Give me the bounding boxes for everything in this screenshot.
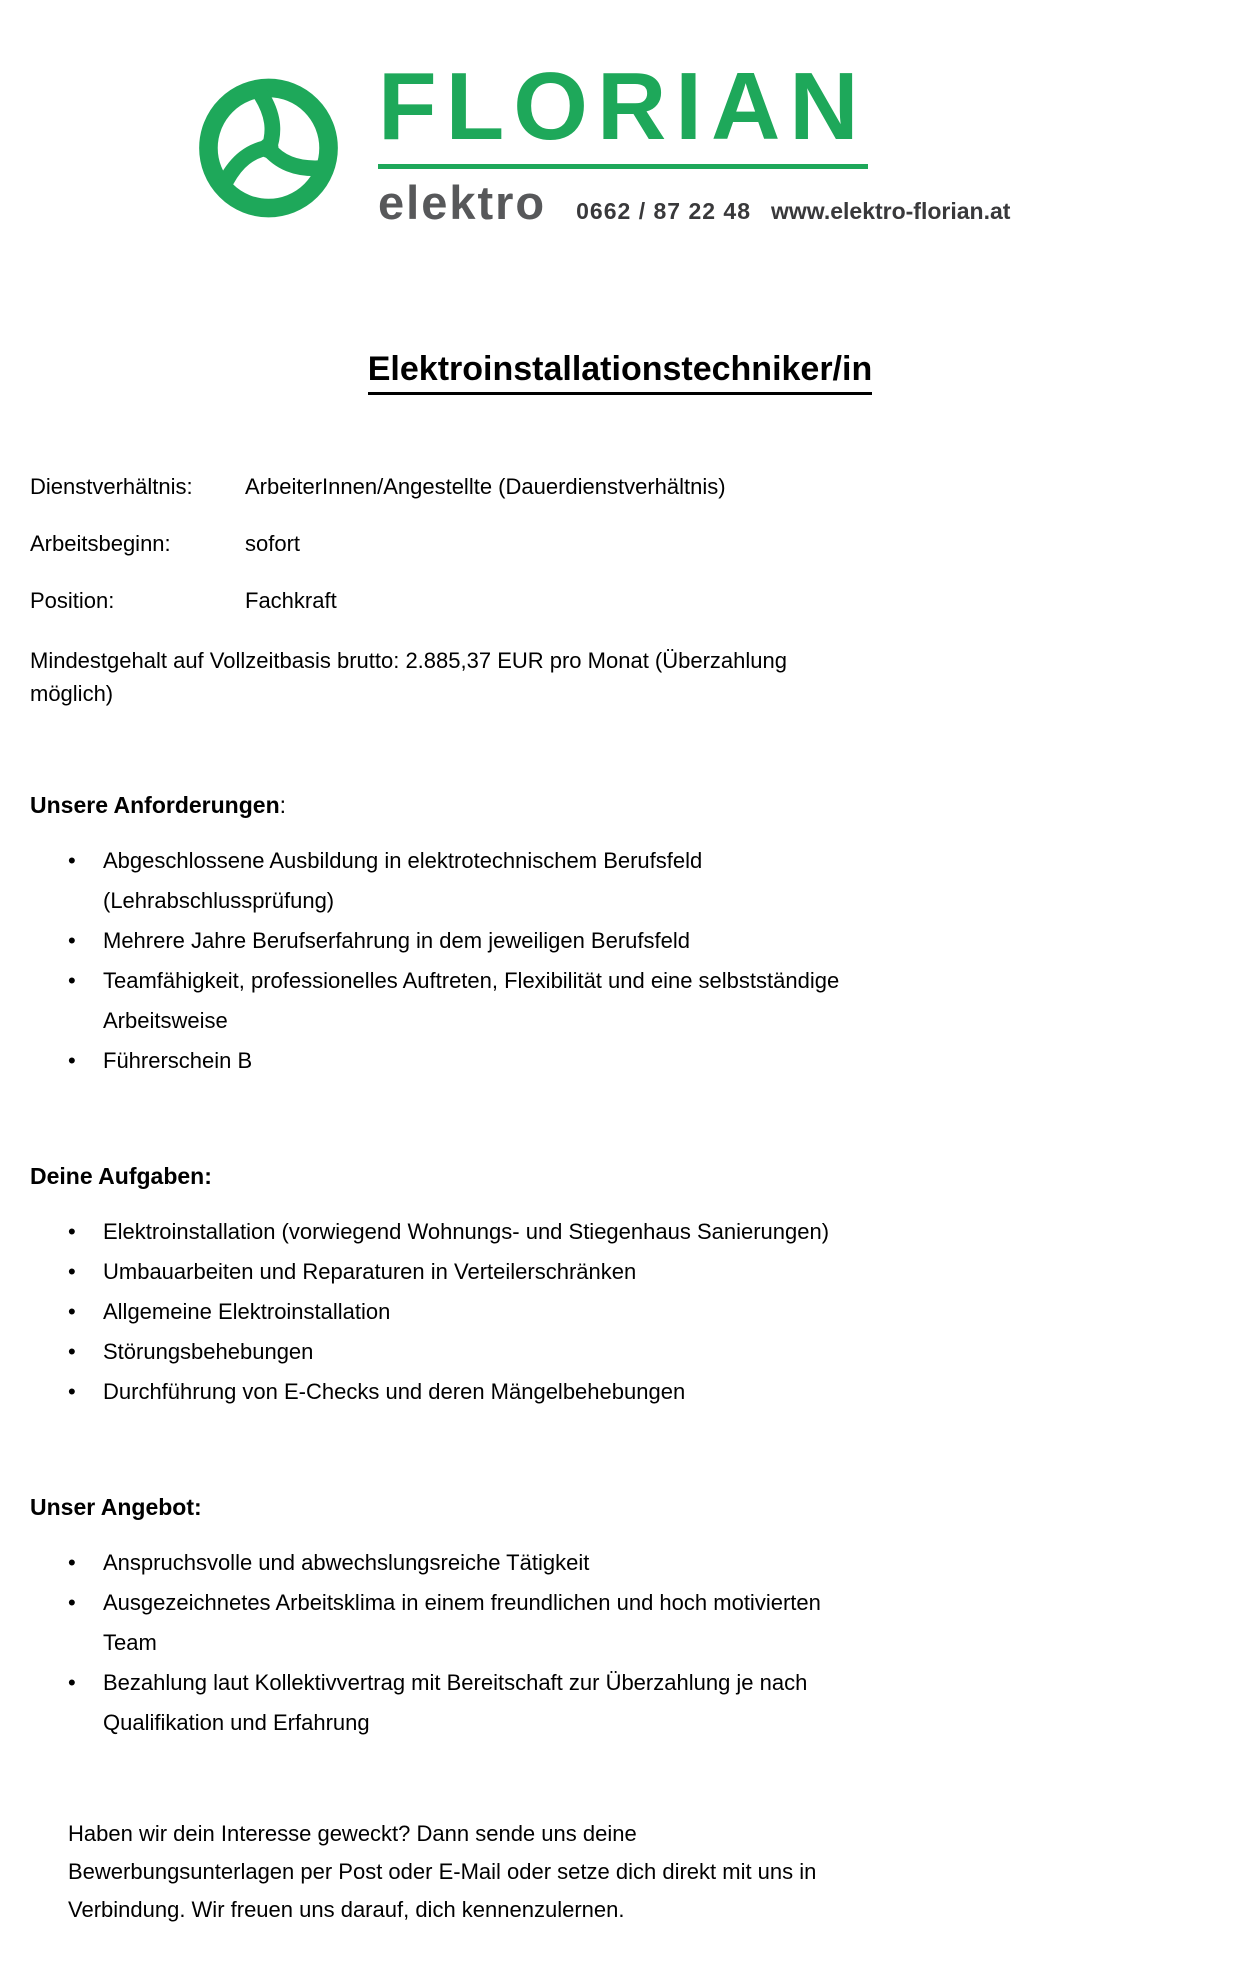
bullet-icon: • — [68, 1259, 76, 1285]
list-item — [30, 1663, 1210, 1743]
bullet-icon: • — [68, 1550, 76, 1576]
salary-line: Mindestgehalt auf Vollzeitbasis brutto: 2.885,37 EUR pro Monat (Überzahlung — [30, 648, 787, 674]
list-item-text — [103, 1543, 589, 1583]
closing-paragraph — [68, 1815, 1148, 1929]
list-item-line: Abgeschlossene Ausbildung in elektrotechnischem Berufsfeld — [103, 848, 703, 874]
section-heading-angebot — [30, 1494, 1210, 1521]
list-item-line: Qualifikation und Erfahrung — [103, 1710, 370, 1736]
list-item-text — [103, 841, 702, 921]
bullet-icon: • — [68, 1379, 76, 1405]
list-item-line: Durchführung von E-Checks und deren Mängelbehebungen — [103, 1379, 686, 1405]
list-item — [30, 1543, 1210, 1583]
job-details — [30, 473, 1210, 614]
salary-note — [30, 644, 1210, 710]
list-item-line: Führerschein B — [103, 1048, 253, 1074]
bullet-icon: • — [68, 1339, 76, 1365]
list-item-text — [103, 1583, 821, 1663]
brand-name: FLORIAN — [378, 60, 868, 169]
list-item-text — [103, 1041, 252, 1081]
bullet-icon: • — [68, 968, 76, 994]
heading-text: Unsere Anforderungen — [30, 792, 280, 819]
bullet-icon: • — [68, 1299, 76, 1325]
detail-label: Dienstverhältnis: — [30, 474, 193, 500]
list-item-text — [103, 1292, 390, 1332]
heading-text: Deine Aufgaben: — [30, 1163, 212, 1190]
list-item-text — [103, 1663, 807, 1743]
detail-label: Arbeitsbeginn: — [30, 531, 171, 557]
closing-line: Haben wir dein Interesse geweckt? Dann sende uns deine — [68, 1821, 637, 1847]
logo-text-block — [378, 53, 1011, 230]
brand-subtitle: elektro — [378, 176, 547, 230]
list-item — [30, 1372, 1210, 1412]
detail-row-dienstverhaeltnis — [30, 473, 1210, 500]
list-item — [30, 841, 1210, 921]
company-logo — [197, 53, 1240, 230]
detail-value: sofort — [245, 531, 301, 557]
list-item-line: Umbauarbeiten und Reparaturen in Verteilerschränken — [103, 1259, 637, 1285]
list-item-line: Elektroinstallation (vorwiegend Wohnungs- und Stiegenhaus Sanierungen) — [103, 1219, 830, 1245]
closing-line: Bewerbungsunterlagen per Post oder E-Mail oder setze dich direkt mit uns in — [68, 1859, 817, 1885]
list-item — [30, 1332, 1210, 1372]
list-item-text — [103, 1372, 685, 1412]
list-item-line: Allgemeine Elektroinstallation — [103, 1299, 391, 1325]
closing-line: Verbindung. Wir freuen uns darauf, dich kennenzulernen. — [68, 1897, 625, 1923]
section-heading-aufgaben — [30, 1163, 1210, 1190]
detail-value: Fachkraft — [245, 588, 337, 614]
detail-label: Position: — [30, 588, 115, 614]
list-item-line: Teamfähigkeit, professionelles Auftreten, Flexibilität und eine selbstständige — [103, 968, 840, 994]
list-item-text — [103, 1252, 636, 1292]
list-item-text — [103, 961, 839, 1041]
list-item — [30, 961, 1210, 1041]
list-item — [30, 1212, 1210, 1252]
website-url: www.elektro-florian.at — [771, 198, 1011, 225]
list-item-text — [103, 921, 690, 961]
phone-number: 0662 / 87 22 48 — [576, 198, 752, 225]
bullet-icon: • — [68, 1590, 76, 1616]
list-item — [30, 921, 1210, 961]
detail-row-arbeitsbeginn — [30, 530, 1210, 557]
salary-line: möglich) — [30, 681, 114, 707]
list-item-line: Ausgezeichnetes Arbeitsklima in einem freundlichen und hoch motivierten — [103, 1590, 821, 1616]
angebot-list — [30, 1543, 1210, 1743]
page-title — [0, 350, 1240, 395]
bullet-icon: • — [68, 928, 76, 954]
bullet-icon: • — [68, 848, 76, 874]
wheel-emblem-icon — [197, 72, 340, 224]
list-item — [30, 1292, 1210, 1332]
section-heading-anforderungen — [30, 792, 1210, 819]
list-item-line: Anspruchsvolle und abwechslungsreiche Tätigkeit — [103, 1550, 590, 1576]
list-item-line: Arbeitsweise — [103, 1008, 228, 1034]
list-item — [30, 1252, 1210, 1292]
heading-text: Unser Angebot: — [30, 1494, 202, 1521]
list-item-line: Störungsbehebungen — [103, 1339, 314, 1365]
list-item-text — [103, 1212, 829, 1252]
job-title: Elektroinstallationstechniker/in — [368, 350, 872, 395]
bullet-icon: • — [68, 1670, 76, 1696]
list-item — [30, 1583, 1210, 1663]
bullet-icon: • — [68, 1219, 76, 1245]
list-item-line: (Lehrabschlussprüfung) — [103, 888, 335, 914]
list-item — [30, 1041, 1210, 1081]
list-item-line: Bezahlung laut Kollektivvertrag mit Bereitschaft zur Überzahlung je nach — [103, 1670, 808, 1696]
detail-value: ArbeiterInnen/Angestellte (Dauerdienstverhältnis) — [245, 474, 726, 500]
list-item-line: Mehrere Jahre Berufserfahrung in dem jeweiligen Berufsfeld — [103, 928, 690, 954]
anforderungen-list — [30, 841, 1210, 1081]
logo-subline — [378, 175, 1010, 230]
list-item-text — [103, 1332, 313, 1372]
aufgaben-list — [30, 1212, 1210, 1412]
bullet-icon: • — [68, 1048, 76, 1074]
heading-colon: : — [279, 792, 287, 819]
list-item-line: Team — [103, 1630, 157, 1656]
detail-row-position — [30, 587, 1210, 614]
